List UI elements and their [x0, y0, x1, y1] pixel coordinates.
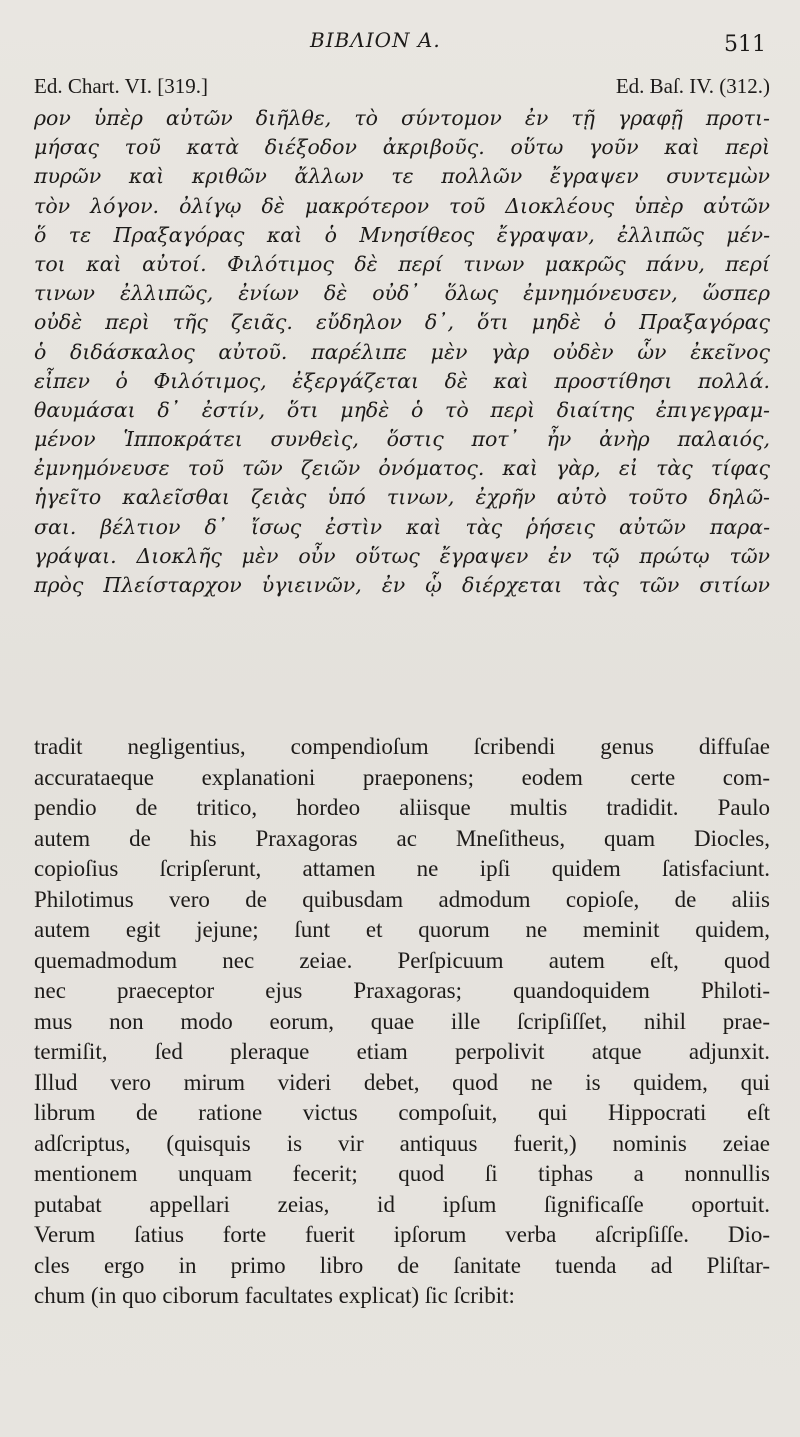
latin-line: mentionem unquam fecerit; quod ſi tiphas a nonnullis [34, 1161, 770, 1186]
edition-basel-ref: Ed. Baſ. IV. (312.) [615, 74, 770, 98]
latin-line: nec praeceptor ejus Praxagoras; quandoquidem Philoti- [34, 978, 770, 1003]
latin-line: chum (in quo ciborum facultates explicat) ſic ſcribit: [34, 1283, 515, 1308]
greek-line: πυρῶν καὶ κριθῶν ἄλλων τε πολλῶν ἔγραψεν συντεμὼν [34, 164, 770, 189]
greek-line: τινων ἐλλιπῶς, ἐνίων δὲ οὐδ᾽ ὅλως ἐμνημόνευσεν, ὥσπερ [34, 281, 770, 306]
latin-line: cles ergo in primo libro de ſanitate tuenda ad Pliſtar- [34, 1252, 770, 1278]
page-number: 511 [724, 32, 766, 57]
latin-line: quemadmodum nec zeiae. Perſpicuum autem eſt, quod [34, 947, 770, 973]
greek-line: ρον ὑπὲρ αὐτῶν διῆλθε, τὸ σύντομον ἐν τῇ γραφῇ προτι- [34, 106, 770, 130]
greek-line: θαυμάσαι δ᾽ ἐστίν, ὅτι μηδὲ ὁ τὸ περὶ διαίτης ἐπιγεγραμ- [34, 397, 770, 422]
greek-line: οὐδὲ περὶ τῆς ζειᾶς. εὔδηλον δ᾽, ὅτι μηδὲ ὁ Πραξαγόρας [34, 310, 770, 335]
latin-line: adſcriptus, (quisquis is vir antiquus fuerit,) nominis zeiae [34, 1130, 770, 1156]
latin-line: tradit negligentius, compendioſum ſcribendi genus diffuſae [34, 734, 770, 759]
latin-line: copioſius ſcripſerunt, attamen ne ipſi quidem ſatisfaciunt. [34, 856, 770, 881]
greek-line: πρὸς Πλείσταρχον ὑγιεινῶν, ἐν ᾧ διέρχεται τὰς τῶν σιτίων [34, 573, 770, 597]
latin-line: Illud vero mirum videri debet, quod ne is quidem, qui [34, 1069, 770, 1095]
latin-line: mus non modo eorum, quae ille ſcripſiſſet, nihil prae- [34, 1008, 770, 1034]
latin-line: Verum ſatius forte fuerit ipſorum verba aſcripſiſſe. Dio- [34, 1222, 770, 1247]
latin-line: autem egit jejune; ſunt et quorum ne meminit quidem, [34, 917, 770, 942]
greek-line: σαι. βέλτιον δ᾽ ἴσως ἐστὶν καὶ τὰς ῥήσεις αὐτῶν παρα- [34, 514, 770, 539]
running-head [0, 28, 800, 62]
greek-line: τὸν λόγον. ὀλίγῳ δὲ μακρότερον τοῦ Διοκλέους ὑπὲρ αὐτῶν [34, 193, 770, 218]
running-title: ΒΙΒΛΙΟΝ Α. [310, 28, 441, 52]
greek-line: γράψαι. Διοκλῆς μὲν οὖν οὕτως ἔγραψεν ἐν τῷ πρώτῳ τῶν [34, 543, 770, 568]
latin-line: Philotimus vero de quibusdam admodum copioſe, de aliis [34, 886, 770, 912]
latin-line: librum de ratione victus compoſuit, qui Hippocrati eſt [34, 1100, 770, 1125]
greek-line: μήσας τοῦ κατὰ διέξοδον ἀκριβοῦς. οὕτω γοῦν καὶ περὶ [34, 135, 770, 160]
latin-line: termiſit, ſed pleraque etiam perpolivit atque adjunxit. [34, 1039, 770, 1064]
edition-chartier-ref: Ed. Chart. VI. [319.] [34, 74, 208, 98]
latin-text-block [34, 732, 770, 1312]
latin-line: putabat appellari zeias, id ipſum ſignificaſſe oportuit. [34, 1191, 770, 1217]
greek-line: τοι καὶ αὐτοί. Φιλότιμος δὲ περί τινων μακρῶς πάνυ, περί [34, 251, 770, 276]
latin-line: autem de his Praxagoras ac Mneſitheus, quam Diocles, [34, 825, 770, 851]
greek-line: ὁ διδάσκαλος αὐτοῦ. παρέλιπε μὲν γὰρ οὐδὲν ὧν ἐκεῖνος [34, 339, 770, 364]
greek-line: ἐμνημόνευσε τοῦ τῶν ζειῶν ὀνόματος. καὶ γὰρ, εἰ τὰς τίφας [34, 456, 770, 481]
greek-text-block [34, 104, 770, 600]
greek-line: εἶπεν ὁ Φιλότιμος, ἐξεργάζεται δὲ καὶ προστίθησι πολλά. [34, 368, 770, 393]
edition-references [34, 74, 770, 104]
latin-line: accurataeque explanationi praeponens; eodem certe com- [34, 764, 770, 790]
latin-line: pendio de tritico, hordeo aliisque multis tradidit. Paulo [34, 795, 770, 820]
greek-line: ὅ τε Πραξαγόρας καὶ ὁ Μνησίθεος ἔγραψαν, ἐλλιπῶς μέν- [34, 222, 770, 247]
greek-line: ἡγεῖτο καλεῖσθαι ζειὰς ὑπό τινων, ἐχρῆν αὐτὸ τοῦτο δηλῶ- [34, 485, 770, 510]
greek-line: μένον Ἱπποκράτει συνθεὶς, ὅστις ποτ᾽ ἦν ἀνὴρ παλαιός, [34, 427, 770, 452]
